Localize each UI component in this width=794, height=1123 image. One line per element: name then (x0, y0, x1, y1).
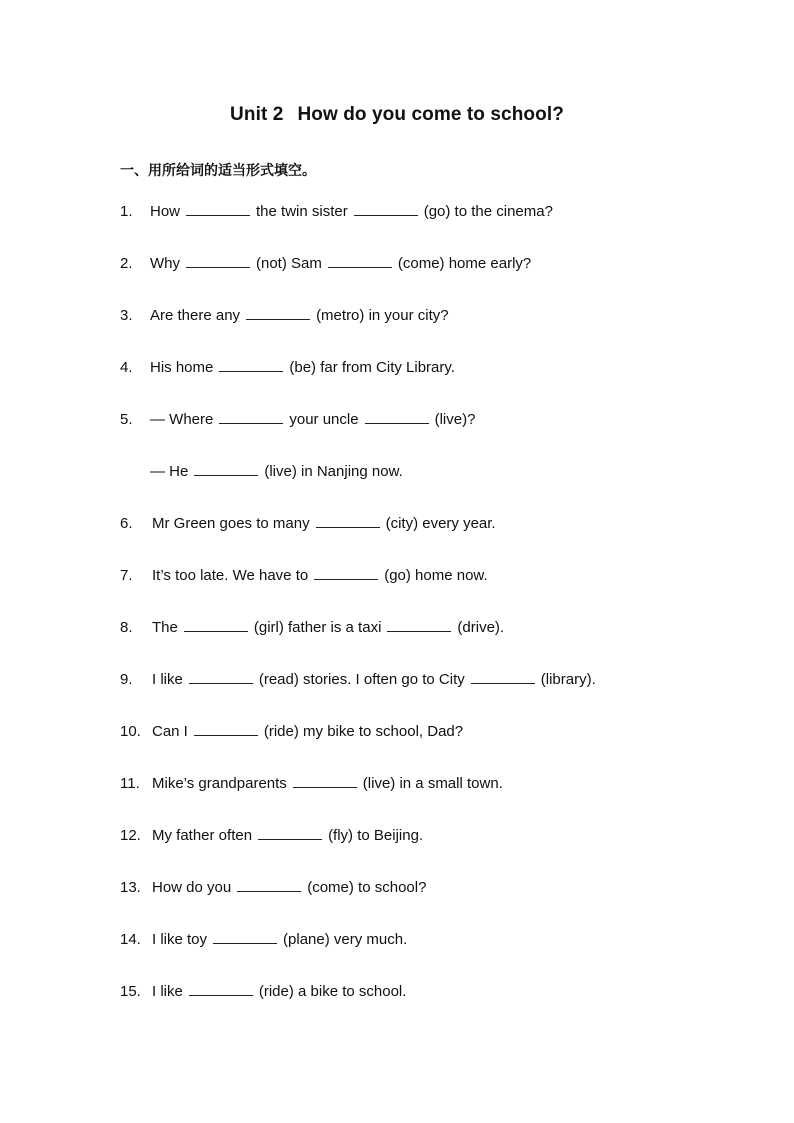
question-11 (120, 773, 503, 794)
question-text: Mike’s grandparents (152, 775, 287, 792)
answer-blank[interactable] (293, 773, 357, 788)
question-text: (ride) my bike to school, Dad? (263, 723, 464, 740)
question-number: 6. (120, 515, 133, 532)
question-text: It’s too late. We have to (152, 567, 309, 584)
question-number: 4. (120, 359, 133, 376)
answer-blank[interactable] (354, 201, 418, 216)
question-2 (120, 253, 531, 274)
answer-blank[interactable] (219, 409, 283, 424)
answer-blank[interactable] (184, 617, 248, 632)
question-text: How do you (152, 879, 232, 896)
question-15 (120, 981, 406, 1002)
answer-blank[interactable] (471, 669, 535, 684)
question-6 (120, 513, 496, 534)
answer-blank[interactable] (213, 929, 277, 944)
question-text: (live) in Nanjing now. (264, 463, 403, 480)
question-text: the twin sister (256, 203, 348, 220)
question-text: I like toy (152, 931, 208, 948)
question-text: (ride) a bike to school. (258, 983, 407, 1000)
title-text: How do you come to school? (297, 104, 564, 125)
question-number: 10. (120, 723, 141, 740)
question-text: (fly) to Beijing. (328, 827, 424, 844)
question-number: 7. (120, 567, 133, 584)
answer-blank[interactable] (194, 721, 258, 736)
question-10 (120, 721, 463, 742)
question-text: (girl) father is a taxi (253, 619, 382, 636)
question-text: your uncle (289, 411, 359, 428)
question-number: 13. (120, 879, 141, 896)
page-title (0, 104, 794, 126)
answer-blank[interactable] (258, 825, 322, 840)
answer-blank[interactable] (186, 201, 250, 216)
question-5-reply (120, 461, 403, 482)
question-text: (live) in a small town. (362, 775, 503, 792)
question-text: (plane) very much. (283, 931, 408, 948)
question-text: (come) home early? (397, 255, 532, 272)
question-text: Mr Green goes to many (152, 515, 310, 532)
answer-blank[interactable] (189, 981, 253, 996)
question-number: 3. (120, 307, 133, 324)
question-text: — Where (150, 411, 214, 428)
question-text: (drive). (457, 619, 505, 636)
question-text: (metro) in your city? (316, 307, 449, 324)
answer-blank[interactable] (316, 513, 380, 528)
question-text: (go) home now. (384, 567, 488, 584)
question-text: (be) far from City Library. (289, 359, 455, 376)
section-heading: 一、用所给词的适当形式填空。 (120, 163, 316, 179)
answer-blank[interactable] (194, 461, 258, 476)
question-13 (120, 877, 426, 898)
question-text: (live)? (434, 411, 476, 428)
question-text: (city) every year. (385, 515, 496, 532)
question-text: I like (152, 671, 183, 688)
question-number: 5. (120, 411, 133, 428)
question-1 (120, 201, 553, 222)
question-number: 1. (120, 203, 133, 220)
answer-blank[interactable] (314, 565, 378, 580)
answer-blank[interactable] (387, 617, 451, 632)
question-12 (120, 825, 423, 846)
question-number: 11. (120, 775, 140, 792)
question-14 (120, 929, 407, 950)
question-8 (120, 617, 504, 638)
question-5 (120, 409, 475, 430)
question-text: His home (150, 359, 214, 376)
question-text: Are there any (150, 307, 241, 324)
question-7 (120, 565, 488, 586)
answer-blank[interactable] (328, 253, 392, 268)
question-text: How (150, 203, 181, 220)
answer-blank[interactable] (365, 409, 429, 424)
question-text: (not) Sam (256, 255, 322, 272)
question-number: 15. (120, 983, 141, 1000)
question-number: 8. (120, 619, 133, 636)
answer-blank[interactable] (237, 877, 301, 892)
question-text: (read) stories. I often go to City (258, 671, 465, 688)
answer-blank[interactable] (186, 253, 250, 268)
question-3 (120, 305, 449, 326)
question-4 (120, 357, 455, 378)
question-number: 14. (120, 931, 141, 948)
question-text: (library). (540, 671, 596, 688)
question-9 (120, 669, 596, 690)
question-text: My father often (152, 827, 253, 844)
question-text: (come) to school? (307, 879, 427, 896)
question-number: 12. (120, 827, 141, 844)
question-text: — He (150, 463, 189, 480)
answer-blank[interactable] (246, 305, 310, 320)
question-text: The (152, 619, 178, 636)
question-text: (go) to the cinema? (423, 203, 553, 220)
unit-label: Unit 2 (230, 104, 284, 125)
answer-blank[interactable] (189, 669, 253, 684)
question-text: I like (152, 983, 183, 1000)
question-text: Can I (152, 723, 188, 740)
answer-blank[interactable] (219, 357, 283, 372)
question-number: 2. (120, 255, 133, 272)
question-number: 9. (120, 671, 133, 688)
question-text: Why (150, 255, 180, 272)
